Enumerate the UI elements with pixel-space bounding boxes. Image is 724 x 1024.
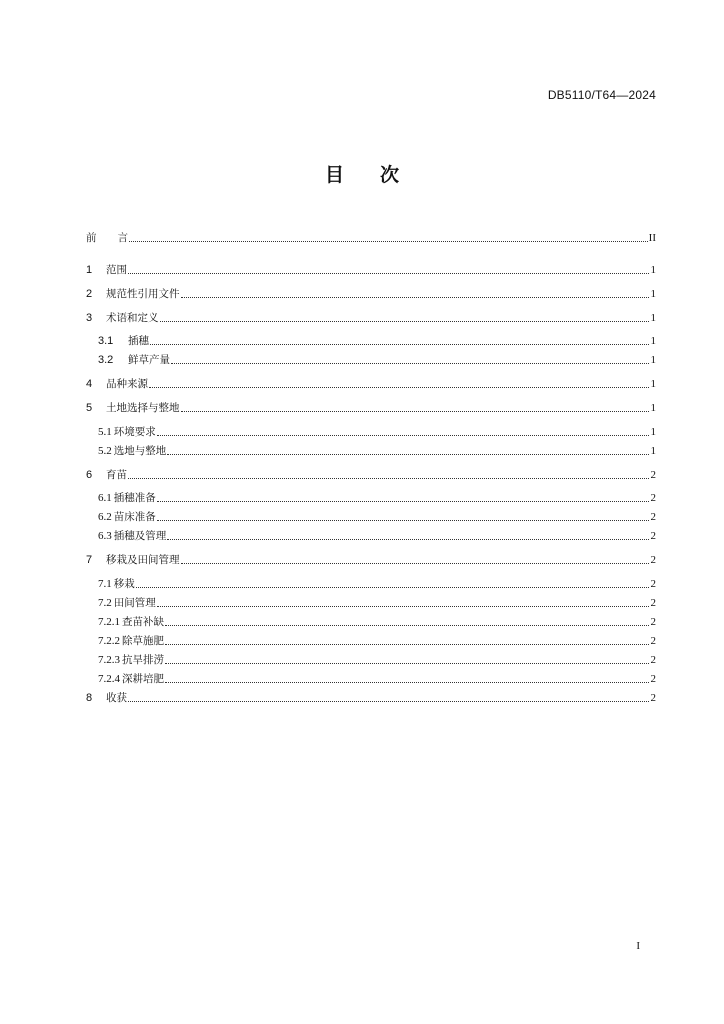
toc-entry-number: 7.2.4 — [98, 673, 120, 685]
toc-entry-label: 育苗 — [106, 469, 127, 481]
title-char-1: 目 — [324, 164, 344, 186]
toc-entry-page: 2 — [650, 578, 656, 590]
document-code: DB5110/T64—2024 — [547, 88, 656, 102]
toc-entry-number: 7.2.3 — [98, 654, 120, 666]
toc-entry-label: 品种来源 — [106, 378, 148, 390]
toc-dot-leader — [157, 509, 649, 525]
toc-entry-number: 3.1 — [98, 335, 114, 347]
toc-entry-page: 2 — [650, 530, 656, 542]
toc-dot-leader — [171, 352, 649, 368]
toc-entry-label: 查苗补缺 — [122, 616, 164, 628]
toc-entry-page: 2 — [650, 692, 656, 704]
toc-entry-7-2[interactable] — [98, 595, 656, 611]
toc-entry-label: 选地与整地 — [113, 445, 167, 457]
toc-entry-label: 鲜草产量 — [128, 354, 170, 366]
toc-entry-label: 前 言 — [86, 232, 128, 244]
toc-entry-number: 5.2 — [98, 445, 112, 457]
toc-entry-4[interactable] — [86, 376, 656, 392]
toc-entry-label: 规范性引用文件 — [106, 288, 180, 300]
toc-entry-label: 插穗 — [128, 335, 149, 347]
toc-entry-number: 7.2.2 — [98, 635, 120, 647]
toc-entry-label: 范围 — [106, 264, 127, 276]
toc-entry-3[interactable] — [86, 310, 656, 326]
toc-entry-7-1[interactable] — [98, 576, 656, 592]
toc-entry-page: 1 — [650, 402, 656, 414]
toc-entry-2[interactable] — [86, 286, 656, 302]
toc-entry-label: 移栽及田间管理 — [106, 554, 180, 566]
toc-dot-leader — [181, 552, 650, 568]
toc-entry-page: 1 — [650, 378, 656, 390]
toc-entry-page: 1 — [650, 312, 656, 324]
toc-entry-page: 2 — [650, 616, 656, 628]
toc-entry-7-2-3[interactable] — [98, 652, 656, 668]
toc-entry-page: 1 — [650, 335, 656, 347]
toc-entry-5[interactable] — [86, 400, 656, 416]
toc-dot-leader — [167, 528, 649, 544]
toc-entry-number: 3 — [86, 312, 93, 324]
toc-dot-leader — [165, 652, 649, 668]
toc-entry-label: 田间管理 — [113, 597, 156, 609]
toc-entry-number: 8 — [86, 692, 93, 704]
toc-entry-number: 7 — [86, 554, 93, 566]
toc-entry-page: 2 — [650, 654, 656, 666]
toc-dot-leader — [160, 310, 650, 326]
toc-entry-number: 5.1 — [98, 426, 112, 438]
toc-entry-label: 移栽 — [113, 578, 135, 590]
toc-dot-leader — [129, 230, 648, 246]
toc-dot-leader — [128, 262, 649, 278]
toc-entry-number: 6.2 — [98, 511, 112, 523]
toc-dot-leader — [165, 633, 649, 649]
toc-entry-7-2-2[interactable] — [98, 633, 656, 649]
toc-entry-5-2[interactable] — [98, 443, 656, 459]
toc-entry-page: 2 — [650, 511, 656, 523]
toc-dot-leader — [167, 443, 649, 459]
toc-dot-leader — [157, 595, 649, 611]
toc-entry-label: 插穗准备 — [113, 492, 156, 504]
toc-entry-label: 抗旱排涝 — [122, 654, 164, 666]
toc-entry-label: 除草施肥 — [122, 635, 164, 647]
toc-entry-number: 5 — [86, 402, 93, 414]
toc-entry-6-1[interactable] — [98, 490, 656, 506]
toc-entry-page: II — [648, 232, 656, 244]
toc-entry-7-2-1[interactable] — [98, 614, 656, 630]
toc-entry-number: 4 — [86, 378, 93, 390]
toc-entry-8[interactable] — [86, 690, 656, 706]
toc-entry-6-2[interactable] — [98, 509, 656, 525]
toc-dot-leader — [181, 400, 650, 416]
toc-entry-number: 6.1 — [98, 492, 112, 504]
toc-entry-label: 深耕培肥 — [122, 673, 164, 685]
toc-entry-page: 2 — [650, 635, 656, 647]
toc-entry-label: 术语和定义 — [106, 312, 159, 324]
toc-entry-number: 7.1 — [98, 578, 112, 590]
toc-entry-number: 2 — [86, 288, 93, 300]
toc-dot-leader — [136, 576, 649, 592]
toc-dot-leader — [150, 333, 649, 349]
toc-dot-leader — [157, 424, 649, 440]
toc-entry-number: 6.3 — [98, 530, 112, 542]
toc-entry-number: 7.2.1 — [98, 616, 120, 628]
toc-entry-7-2-4[interactable] — [98, 671, 656, 687]
toc-entry-label: 收获 — [106, 692, 127, 704]
toc-entry-3-2[interactable] — [98, 352, 656, 368]
toc-dot-leader — [149, 376, 649, 392]
toc-entry-3-1[interactable] — [98, 333, 656, 349]
footer-page-number: I — [636, 940, 640, 952]
toc-entry-7[interactable] — [86, 552, 656, 568]
toc-entry-preface[interactable] — [86, 230, 656, 246]
toc-dot-leader — [128, 467, 649, 483]
toc-entry-page: 2 — [650, 673, 656, 685]
toc-dot-leader — [128, 690, 649, 706]
toc-entry-number: 1 — [86, 264, 93, 276]
toc-entry-label: 苗床准备 — [113, 511, 156, 523]
toc-entry-6[interactable] — [86, 467, 656, 483]
toc-entry-page: 2 — [650, 469, 656, 481]
toc-dot-leader — [165, 671, 649, 687]
toc-entry-label: 环境要求 — [113, 426, 156, 438]
toc-entry-number: 7.2 — [98, 597, 112, 609]
toc-dot-leader — [181, 286, 650, 302]
toc-entry-label: 土地选择与整地 — [106, 402, 180, 414]
toc-entry-number: 3.2 — [98, 354, 114, 366]
toc-entry-page: 1 — [650, 354, 656, 366]
toc-entry-5-1[interactable] — [98, 424, 656, 440]
toc-entry-1[interactable] — [86, 262, 656, 278]
toc-entry-page: 1 — [650, 288, 656, 300]
toc-dot-leader — [165, 614, 649, 630]
toc-entry-page: 2 — [650, 492, 656, 504]
toc-entry-6-3[interactable] — [98, 528, 656, 544]
page-title — [0, 160, 724, 187]
toc-entry-label: 插穗及管理 — [113, 530, 167, 542]
toc-entry-page: 1 — [650, 426, 656, 438]
title-char-2: 次 — [380, 164, 400, 186]
toc-entry-number: 6 — [86, 469, 93, 481]
toc-entry-page: 2 — [650, 597, 656, 609]
toc-entry-page: 1 — [650, 264, 656, 276]
toc-entry-page: 2 — [650, 554, 656, 566]
toc-entry-page: 1 — [650, 445, 656, 457]
toc-dot-leader — [157, 490, 649, 506]
